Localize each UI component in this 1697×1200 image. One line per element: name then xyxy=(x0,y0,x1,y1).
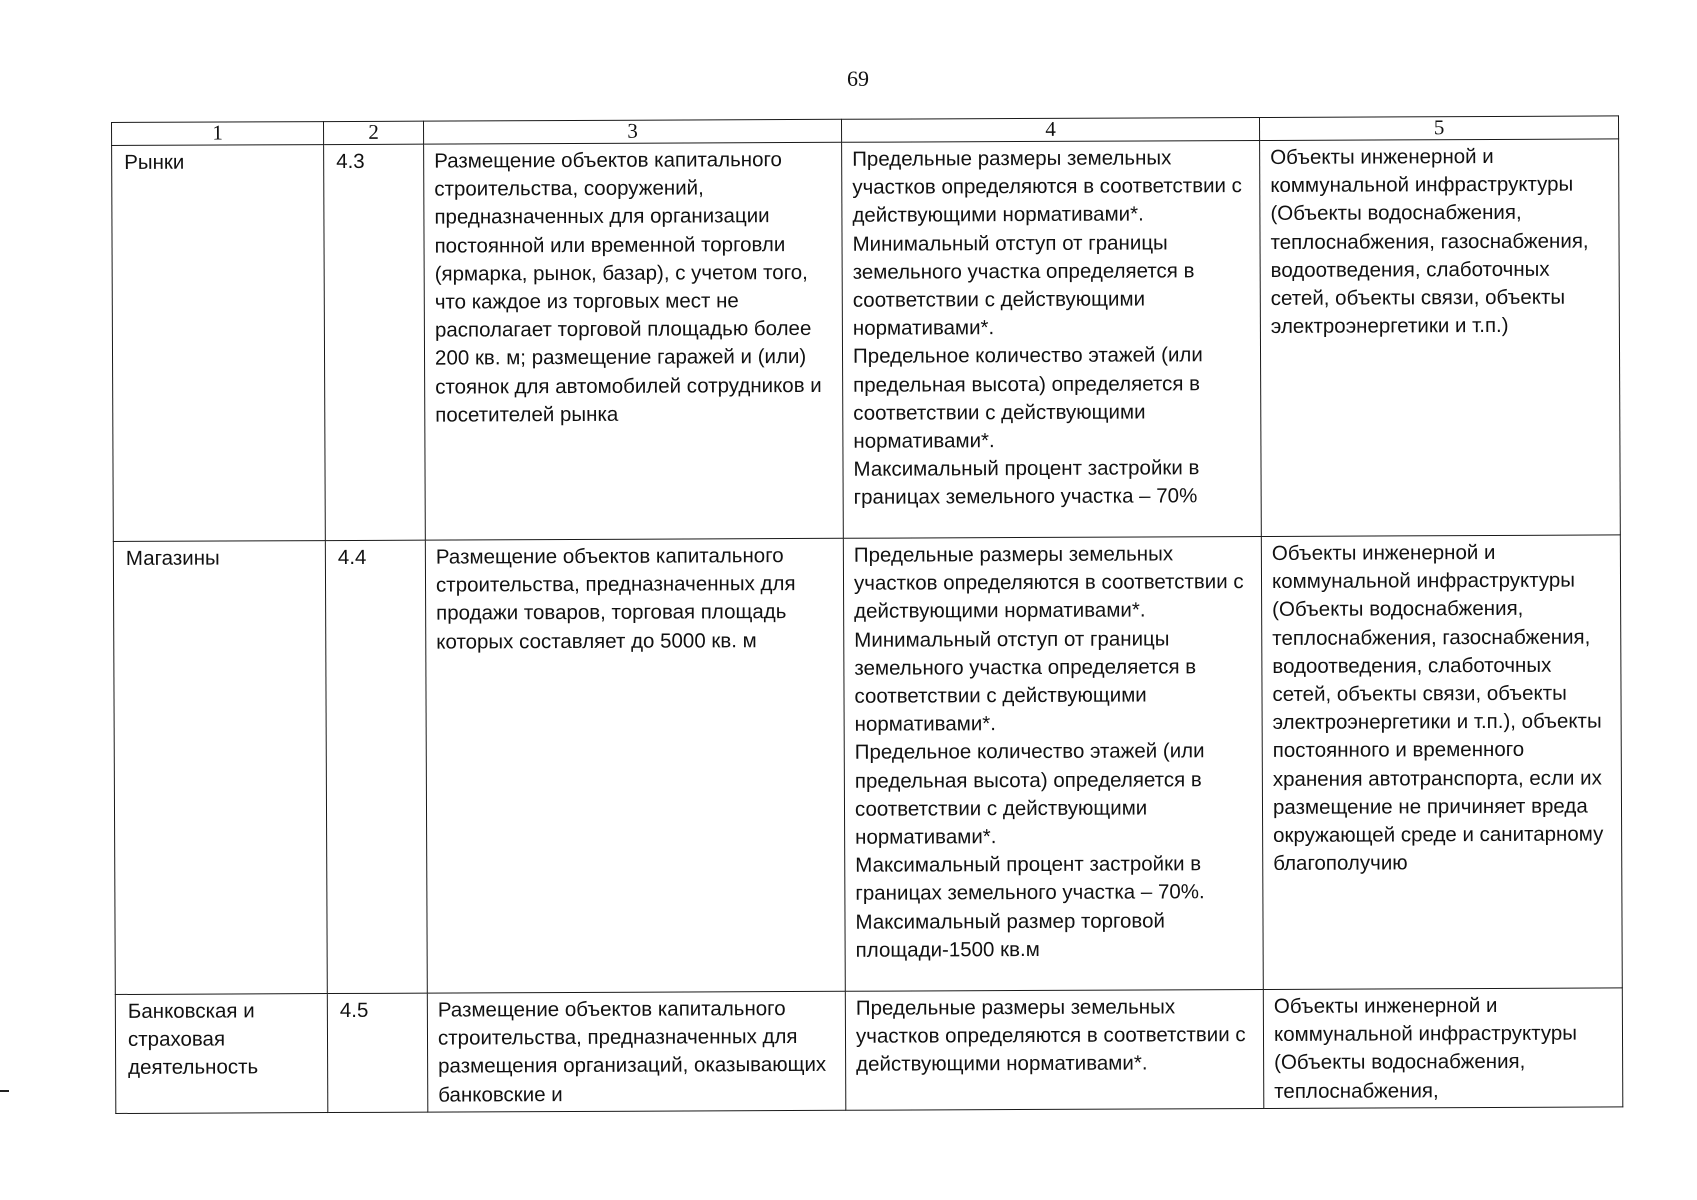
use-type-name: Банковская и страховая деятельность xyxy=(115,994,328,1114)
column-header: 2 xyxy=(324,121,424,144)
accessory-uses: Объекты инженерной и коммунальной инфраструктуры (Объекты водоснабжения, теплоснабжения, газоснабжения, водоотведения, слаботочных сетей, объекты связи, объекты электроэнергетики и т.п.), объекты постоянного и временного хранения автотранспорта, если их размещение не причиняет вреда окружающей среде и санитарному благополучию xyxy=(1261,535,1622,990)
page-number: 69 xyxy=(847,66,869,91)
parameter-line: Предельные размеры земельных участков определяются в соответствии с действующими нормативами*. xyxy=(855,995,1246,1077)
parameter-line: Максимальный процент застройки в границах земельного участка – 70% xyxy=(853,456,1200,510)
table-row xyxy=(115,988,1623,1113)
parameter-line: Минимальный отступ от границы земельного участка определяется в соответствии с действующими нормативами*. xyxy=(854,626,1197,736)
parameters-cell xyxy=(843,536,1263,991)
margin-mark xyxy=(0,1090,9,1092)
parameters-cell xyxy=(842,140,1262,538)
parameter-line: Максимальный размер торговой площади-1500 кв.м xyxy=(855,909,1165,962)
use-type-name: Рынки xyxy=(112,145,326,542)
parameter-line: Минимальный отступ от границы земельного участка определяется в соответствии с действующими нормативами*. xyxy=(852,230,1195,340)
parameters-cell xyxy=(845,989,1264,1110)
parameter-line: Предельное количество этажей (или предельная высота) определяется в соответствии с действующими нормативами*. xyxy=(854,739,1205,849)
column-header: 4 xyxy=(841,117,1259,142)
parameter-line: Максимальный процент застройки в границах земельного участка – 70%. xyxy=(855,852,1205,906)
column-header: 5 xyxy=(1259,116,1618,141)
use-type-code: 4.3 xyxy=(324,144,426,540)
table-row xyxy=(113,535,1622,995)
column-header: 1 xyxy=(112,122,324,146)
use-type-code: 4.5 xyxy=(327,993,428,1112)
use-type-description: Размещение объектов капитального строительства, предназначенных для продажи товаров, торговая площадь которых составляет до 5000 кв. м xyxy=(425,538,845,993)
parameter-line: Предельные размеры земельных участков определяются в соответствии с действующими нормативами*. xyxy=(852,146,1242,228)
zoning-table xyxy=(111,115,1623,1113)
accessory-uses: Объекты инженерной и коммунальной инфраструктуры (Объекты водоснабжения, теплоснабжения, xyxy=(1263,988,1623,1108)
table-row xyxy=(112,139,1621,542)
parameter-line: Предельные размеры земельных участков определяются в соответствии с действующими нормативами*. xyxy=(853,542,1244,624)
use-type-name: Магазины xyxy=(113,541,327,995)
use-type-description: Размещение объектов капитального строительства, предназначенных для размещения организаций, оказывающих банковские и xyxy=(427,991,846,1112)
parameter-line: Предельное количество этажей (или предельная высота) определяется в соответствии с действующими нормативами*. xyxy=(852,343,1203,453)
accessory-uses: Объекты инженерной и коммунальной инфраструктуры (Объекты водоснабжения, теплоснабжения, газоснабжения, водоотведения, слаботочных сетей, объекты связи, объекты электроэнергетики и т.п.) xyxy=(1260,139,1621,537)
use-type-code: 4.4 xyxy=(325,540,427,993)
use-type-description: Размещение объектов капитального строительства, сооружений, предназначенных для организации постоянной или временной торговли (ярмарка, рынок, базар), с учетом того, что каждое из торговых мест не располагает торговой площадью более 200 кв. м; размещение гаражей и (или) стоянок для автомобилей сотрудников и посетителей рынка xyxy=(424,142,844,540)
column-header: 3 xyxy=(423,119,841,144)
